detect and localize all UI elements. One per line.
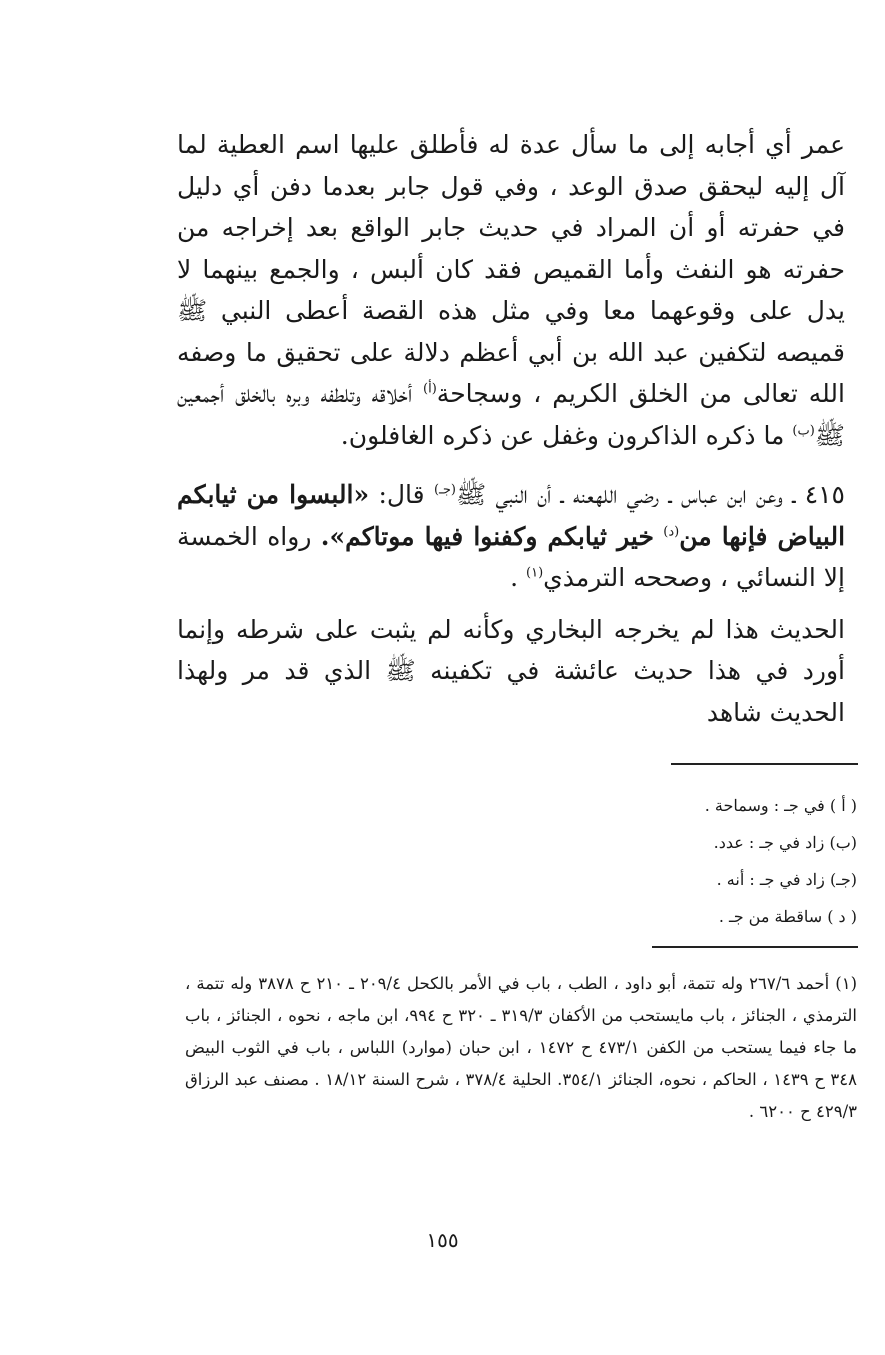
variant-notes — [557, 787, 857, 935]
page-number: ١٥٥ — [426, 1228, 459, 1252]
hadith-text: «البسوا من ثيابكم البياض فإنها من — [177, 480, 846, 551]
variant-note-c: (جـ) زاد في جـ : أنه . — [716, 870, 857, 889]
footnote-1: (١) أحمد ٢٦٧/٦ وله تتمة، أبو داود ، الطب ، باب في الأمر بالكحل ٢٠٩/٤ ـ ٢١٠ ح ٣٨٧٨ وله تتمة ، الترمذي ، الجنائز ، باب مايستحب من الأكفان ٣١٩/٣ ـ ٣٢٠ ح ٩٩٤، ابن ماجه ، نحوه ، الجنائز ، باب ما جاء فيما يستحب من الكفن ٤٧٣/١ ح ١٤٧٢ ، ابن حبان (موارد) اللباس ، باب في الثوب البيض ٣٤٨ ح ١٤٣٩ ، الحاكم ، نحوه، الجنائز ٣٥٤/١. الحلية ٣٧٨/٤ ، شرح السنة ١٨/١٢ . مصنف عبد الرزاق ٤٢٩/٣ ح ٦٢٠٠ . — [185, 974, 858, 1121]
variants-divider — [671, 763, 858, 765]
variant-note-a: ( أ ) في جـ : وسماحة . — [704, 796, 857, 815]
commentary-continuation: أخلاقه وتلطفه وبره بالخلق أجمعين ﷺ — [177, 379, 845, 450]
hadith-source: رواه الخمسة إلا النسائي ، وصححه الترمذي — [177, 521, 845, 592]
variant-marker-d: (د) — [663, 524, 680, 540]
variant-marker-c: (جـ) — [433, 482, 456, 498]
main-text — [177, 124, 845, 733]
footnote-marker-1: (١) — [526, 565, 544, 581]
paragraph-commentary — [177, 124, 845, 456]
variant-marker-b: (ب) — [792, 423, 815, 439]
variant-note-b: (ب) زاد في جـ : عدد. — [713, 833, 857, 852]
hadith-qal: قال: — [378, 480, 425, 509]
commentary-end: ما ذكره الذاكرون وغفل عن ذكره الغافلون. — [340, 420, 785, 450]
hadith-text-cont: خير ثيابكم وكفنوا فيها موتاكم». — [320, 521, 654, 551]
paragraph-hadith: ٤١٥ ـ وعن ابن عباس ـ رضي اللهعنه ـ أن النبي ﷺ$^{(جـ)}$ قال: «البسوا من ثيابكم البياض فإنها من$^{(د)}$ خير ثيابكم وكفنوا فيها موتاكم». رواه الخمسة إلا النسائي ، وصححه الترمذي$^{(١)}$ . — [177, 480, 846, 592]
variant-marker-a: (أ) — [423, 381, 437, 397]
commentary-text: عمر أي أجابه إلى ما سأل عدة له فأطلق عليها اسم العطية لما آل إليه ليحقق صدق الوعد ، وفي قول جابر بعدما دفن أي دليل في حفرته أو أن المراد في حديث جابر الواقع بعد إخراجه من حفرته هو النفث وأما القميص فقد كان ألبس ، والجمع بينهما لا يدل على وقوعهما معا وفي مثل هذه القصة أعطى النبي ﷺ قميصه لتكفين عبد الله بن أبي أعظم دلالة على تحقيق ما وصفه الله تعالى من الخلق الكريم ، وسجاحة — [177, 130, 845, 408]
variant-note-d: ( د ) ساقطة من جـ . — [718, 907, 857, 926]
footnotes — [185, 968, 857, 1128]
hadith-intro: ٤١٥ ـ وعن ابن عباس ـ رضي اللهعنه ـ أن النبي ﷺ — [455, 480, 845, 509]
paragraph-explanation: الحديث هذا لم يخرجه البخاري وكأنه لم يثبت على شرطه وإنما أورد في هذا حديث عائشة في تكفينه ﷺ الذي قد مر ولهذا الحديث شاهد — [177, 614, 845, 727]
footnote-divider — [652, 946, 858, 948]
